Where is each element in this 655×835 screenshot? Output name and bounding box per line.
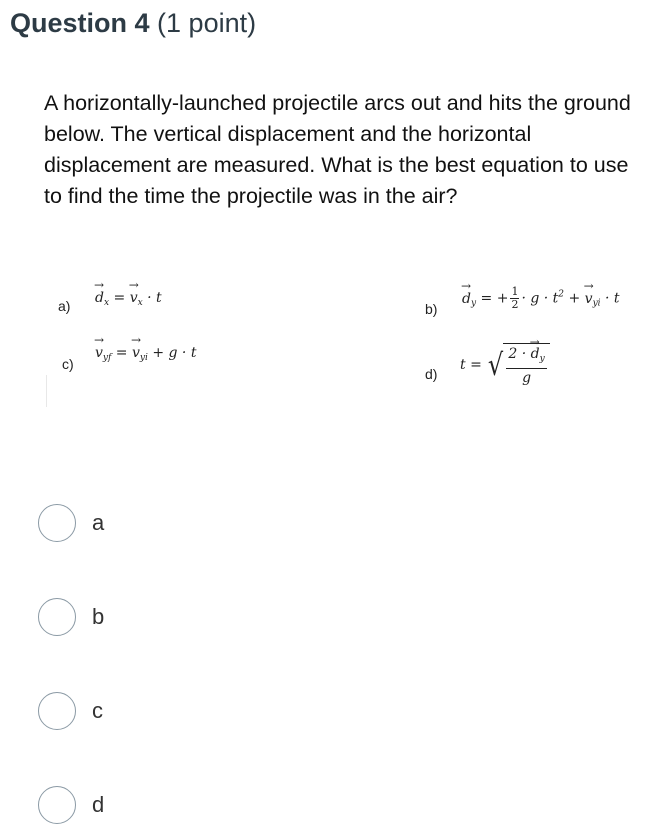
equation-b: → $d_y$ = + $\frac{1}{2}$ · $g \cdot t^2$ + → $v_{yi} \cdot t$ xyxy=(462,286,620,311)
option-d[interactable] xyxy=(38,786,104,824)
option-c[interactable] xyxy=(38,692,103,730)
option-b-label: b xyxy=(92,604,105,629)
divider xyxy=(46,375,47,407)
option-b[interactable] xyxy=(38,598,104,636)
equation-a-label: a) xyxy=(58,298,71,314)
option-a[interactable] xyxy=(38,504,104,542)
radio-a[interactable] xyxy=(38,504,76,542)
equation-d-label: d) xyxy=(425,366,438,382)
equation-c: → $v_{yf}$ = → $v_{yi} + g \cdot t$ xyxy=(95,345,196,363)
question-points: (1 point) xyxy=(157,8,257,38)
radio-b[interactable] xyxy=(38,598,76,636)
question-header xyxy=(10,8,256,39)
question-title: Question 4 xyxy=(10,8,150,38)
option-a-label: a xyxy=(92,510,105,535)
option-d-label: d xyxy=(92,792,105,817)
radio-d[interactable] xyxy=(38,786,76,824)
option-c-label: c xyxy=(92,698,103,723)
equation-a: → $d_x$ = → $v_x \cdot t$ xyxy=(95,290,162,308)
equation-d: t = √ 2 · → $d_y$ g xyxy=(460,343,550,387)
equation-b-label: b) xyxy=(425,301,438,317)
equation-c-label: c) xyxy=(62,356,74,372)
radio-c[interactable] xyxy=(38,692,76,730)
question-text: A horizontally-launched projectile arcs out and hits the ground below. The vertical displacement and the horizontal displacement are measured. What is the best equation to use to find the time the projectile was in the air? xyxy=(44,91,631,208)
